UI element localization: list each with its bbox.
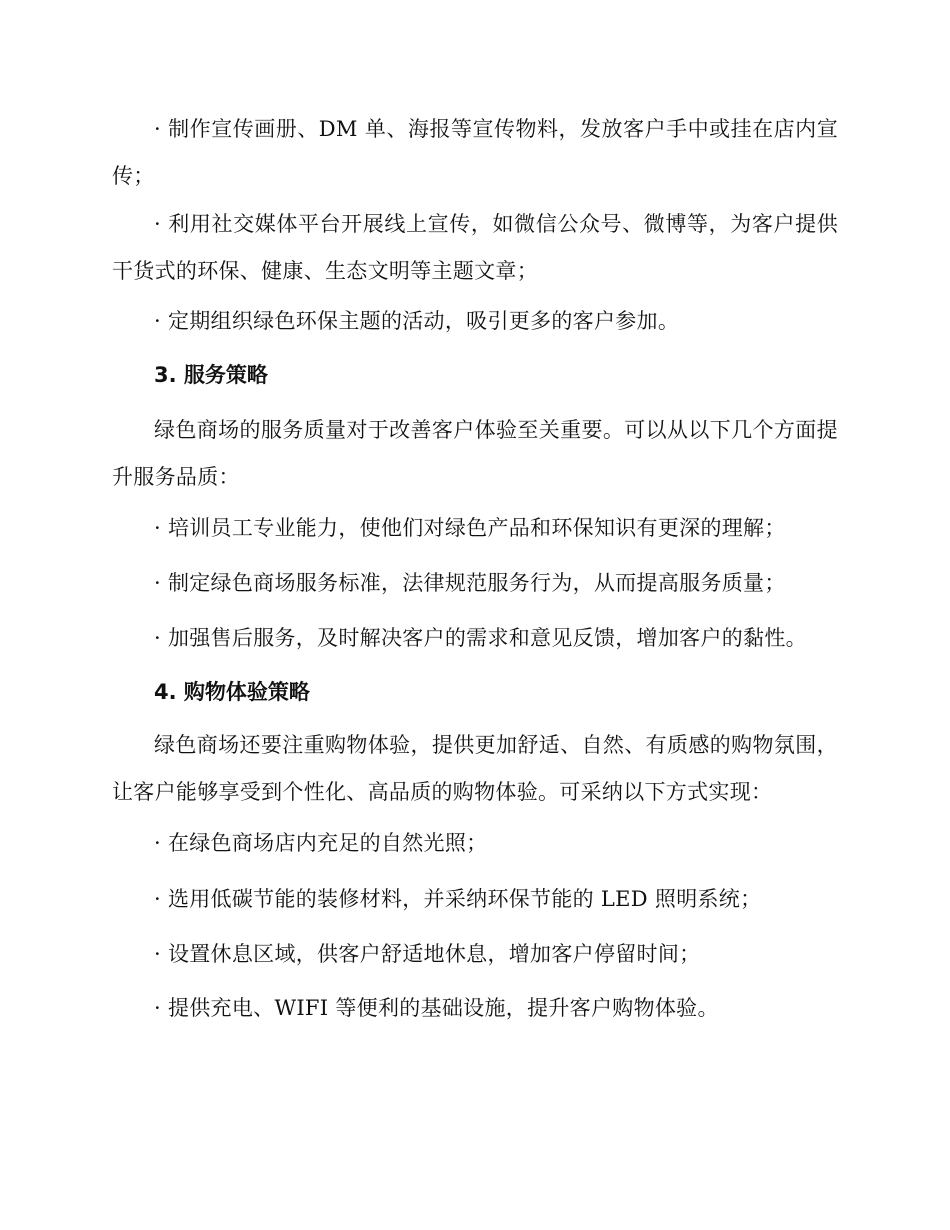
bullet-natural-light: · 在绿色商场店内充足的自然光照； <box>154 831 488 855</box>
bullet-low-carbon-materials: · 选用低碳节能的装修材料，并采纳环保节能的 LED 照明系统； <box>154 887 762 911</box>
bullet-service-standards: · 制定绿色商场服务标准，法律规范服务行为，从而提高服务质量； <box>154 571 786 595</box>
heading-service-strategy: 3. 服务策略 <box>154 363 268 387</box>
bullet-facilities: · 提供充电、WIFI 等便利的基础设施，提升客户购物体验。 <box>154 996 719 1020</box>
bullet-staff-training: · 培训员工专业能力，使他们对绿色产品和环保知识有更深的理解； <box>154 516 786 540</box>
bullet-green-activities: · 定期组织绿色环保主题的活动，吸引更多的客户参加。 <box>154 309 680 333</box>
paragraph-shopping-intro: 绿色商场还要注重购物体验，提供更加舒适、自然、有质感的购物氛围，让客户能够享受到个性化、高品质的购物体验。可采纳以下方式实现： <box>112 733 838 804</box>
heading-shopping-experience: 4. 购物体验策略 <box>154 680 310 704</box>
bullet-social-media: · 利用社交媒体平台开展线上宣传，如微信公众号、微博等，为客户提供干货式的环保、健康、生态文明等主题文章； <box>112 212 838 283</box>
bullet-after-sales: · 加强售后服务，及时解决客户的需求和意见反馈，增加客户的黏性。 <box>154 626 807 650</box>
bullet-promo-materials: · 制作宣传画册、DM 单、海报等宣传物料，发放客户手中或挂在店内宣传； <box>112 117 838 188</box>
paragraph-service-intro: 绿色商场的服务质量对于改善客户体验至关重要。可以从以下几个方面提升服务品质： <box>112 418 838 489</box>
bullet-rest-area: · 设置休息区域，供客户舒适地休息，增加客户停留时间； <box>154 942 701 966</box>
